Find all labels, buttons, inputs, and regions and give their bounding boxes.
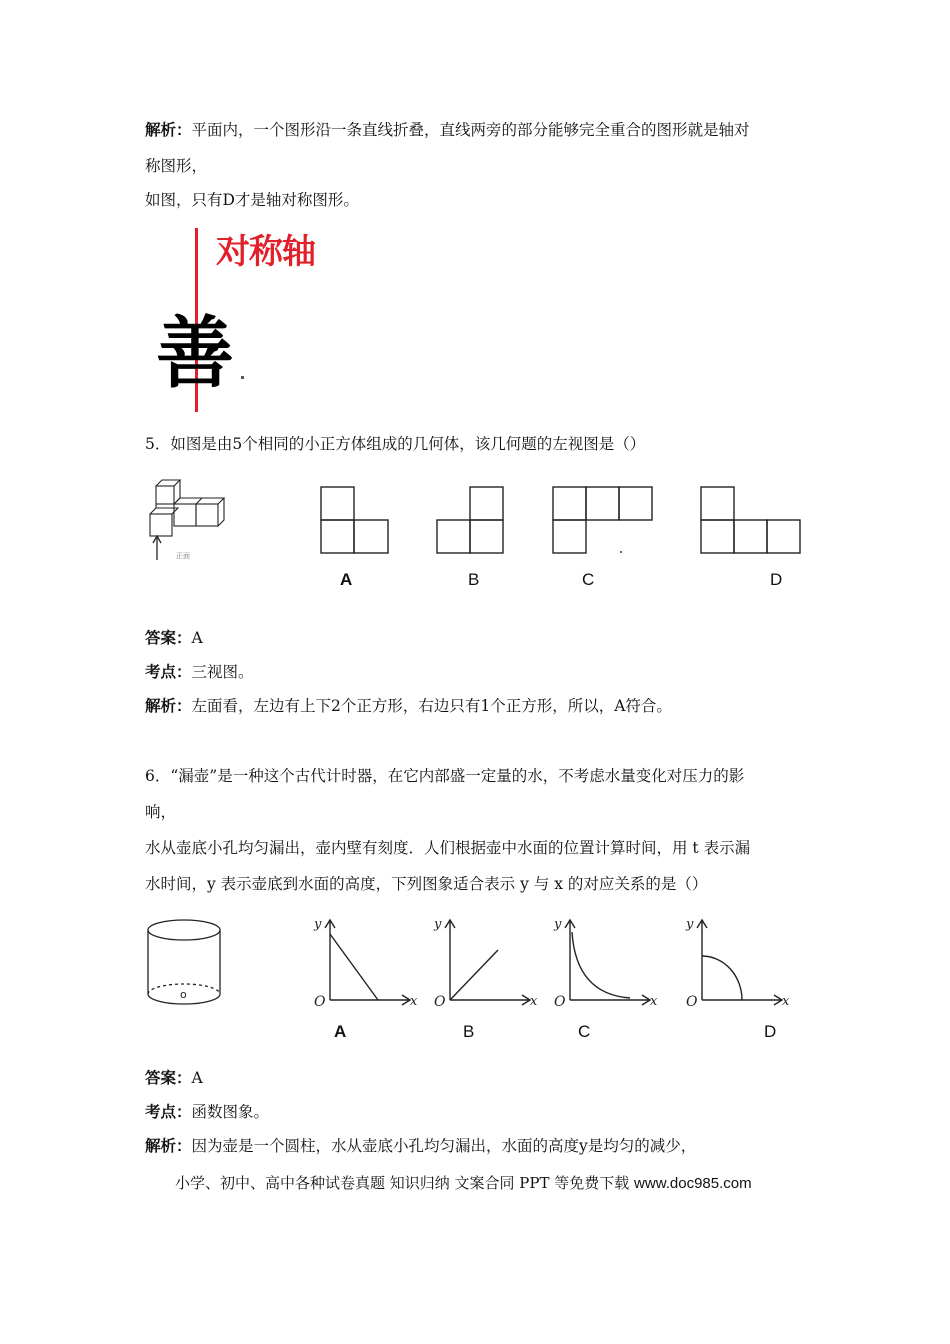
symmetry-axis-label: 对称轴 — [216, 232, 315, 272]
origin-label: O — [554, 994, 566, 1010]
q6-analysis — [145, 1136, 696, 1156]
q6-option-d-label: D — [764, 1022, 777, 1041]
q4-analysis-line-1 — [145, 120, 750, 140]
topic-label: 考点： — [145, 663, 192, 681]
cylinder-hole-mark: o — [180, 988, 187, 1001]
footer-url[interactable]: www.doc985.com — [634, 1175, 752, 1192]
front-view-label: 正面 — [176, 552, 190, 560]
q4-analysis-line-3: 如图，只有D才是轴对称图形。 — [145, 191, 359, 209]
analysis-label: 解析： — [145, 121, 192, 139]
q5-answer — [145, 628, 203, 648]
origin-label: O — [314, 994, 326, 1010]
q5-option-b-figure — [436, 486, 508, 556]
q6-answer — [145, 1068, 203, 1088]
dot-mark — [241, 376, 244, 379]
answer-value: A — [191, 1069, 203, 1087]
q6-graph-c — [550, 912, 660, 1012]
origin-label: O — [686, 994, 698, 1010]
topic-value: 函数图象。 — [191, 1103, 270, 1121]
analysis-value: 左面看，左边有上下2个正方形，右边只有1个正方形，所以，A符合。 — [191, 697, 672, 715]
q5-option-b-label: B — [468, 570, 480, 589]
y-axis-label: y — [686, 917, 694, 932]
q5-analysis — [145, 696, 672, 716]
q6-question-line-4: 水时间，y 表示壶底到水面的高度，下列图象适合表示 y 与 x 的对应关系的是（） — [145, 875, 708, 893]
analysis-label: 解析： — [145, 697, 192, 715]
analysis-value: 因为壶是一个圆柱，水从壶底小孔均匀漏出，水面的高度y是均匀的减少， — [191, 1137, 697, 1155]
q5-option-d-figure — [700, 486, 804, 556]
q5-option-d-label: D — [770, 570, 783, 589]
q4-analysis-line-2: 称图形， — [145, 157, 208, 175]
analysis-text: 平面内，一个图形沿一条直线折叠，直线两旁的部分能够完全重合的图形就是轴对 — [191, 121, 750, 139]
q6-option-b-label: B — [463, 1022, 475, 1041]
page-footer — [175, 1172, 752, 1193]
q5-question: 5．如图是由5个相同的小正方体组成的几何体，该几何题的左视图是（） — [145, 435, 646, 453]
y-axis-label: y — [434, 917, 442, 932]
q5-option-c-figure — [552, 486, 656, 556]
y-axis-label: y — [554, 917, 562, 932]
origin-label: O — [434, 994, 446, 1010]
footer-text: 小学、初中、高中各种试卷真题 知识归纳 文案合同 PPT 等免费下载 — [175, 1174, 630, 1192]
x-axis-label: x — [782, 994, 790, 1009]
q5-option-c-label: C — [582, 570, 595, 589]
analysis-label: 解析： — [145, 1137, 192, 1155]
topic-value: 三视图。 — [191, 663, 254, 681]
symmetric-character: 善 — [156, 308, 235, 399]
q6-graph-d — [682, 912, 792, 1012]
q6-graph-b — [430, 912, 540, 1012]
x-axis-label: x — [410, 994, 418, 1009]
q5-topic — [145, 662, 254, 682]
q5-option-a-figure — [320, 486, 392, 556]
x-axis-label: x — [650, 994, 658, 1009]
q6-option-c-label: C — [578, 1022, 591, 1041]
answer-label: 答案： — [145, 629, 192, 647]
q6-topic — [145, 1102, 269, 1122]
cube-solid-figure — [146, 476, 236, 566]
q6-option-a-label: A — [334, 1022, 347, 1041]
q6-question-line-2: 响， — [145, 803, 177, 821]
symmetry-figure — [150, 222, 350, 414]
answer-value: A — [191, 629, 203, 647]
x-axis-label: x — [530, 994, 538, 1009]
answer-label: 答案： — [145, 1069, 192, 1087]
topic-label: 考点： — [145, 1103, 192, 1121]
q6-question-line-1: 6．“漏壶”是一种这个古代计时器，在它内部盛一定量的水，不考虑水量变化对压力的影 — [145, 767, 745, 785]
q6-graph-a — [310, 912, 420, 1012]
cylinder-figure — [146, 916, 226, 1010]
q6-question-line-3: 水从壶底小孔均匀漏出，壶内壁有刻度．人们根据壶中水面的位置计算时间，用 t 表示漏 — [145, 839, 751, 857]
y-axis-label: y — [314, 917, 322, 932]
q5-option-a-label: A — [340, 570, 353, 589]
